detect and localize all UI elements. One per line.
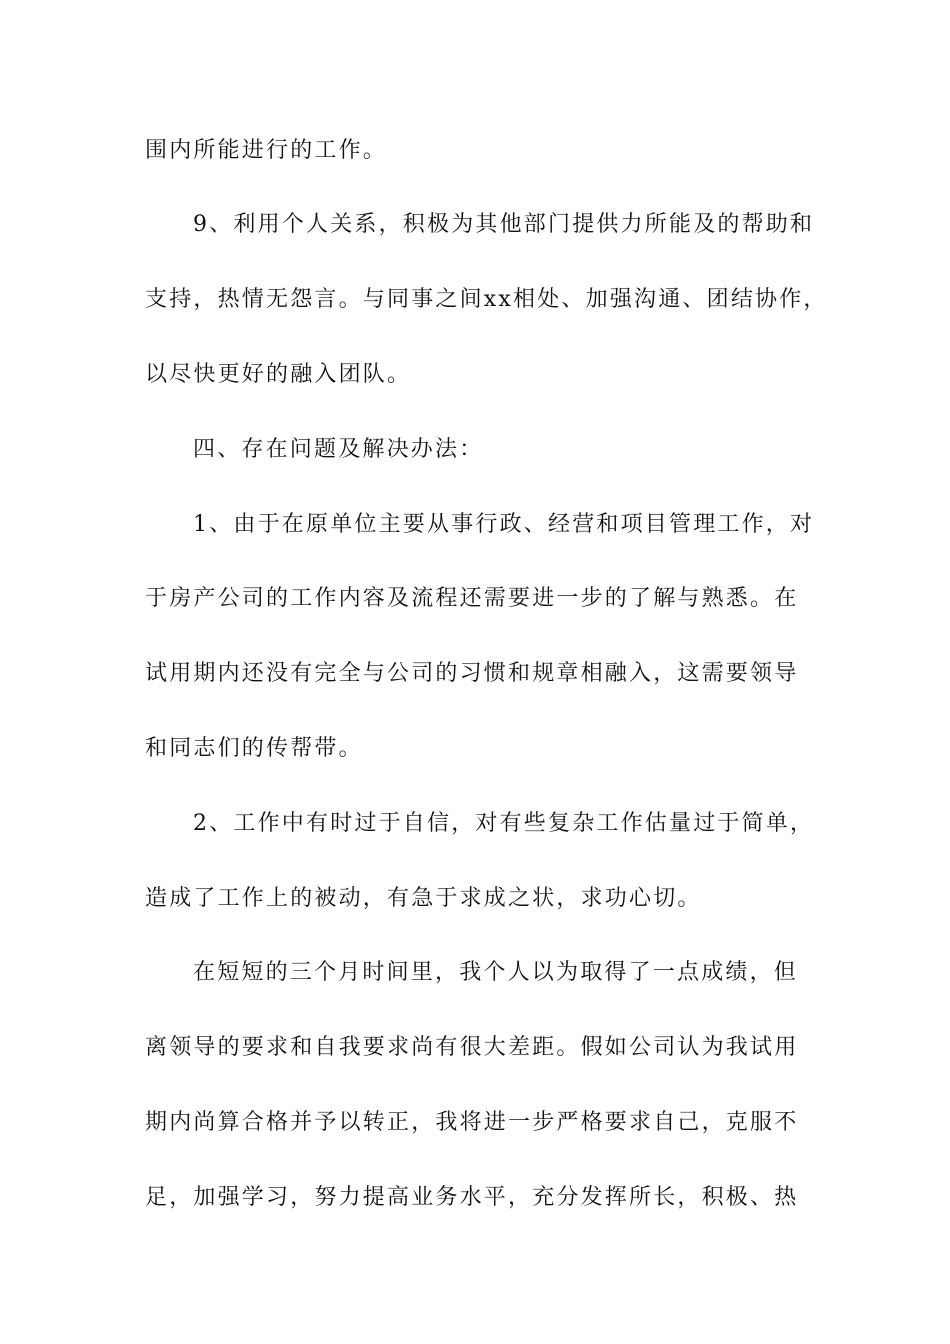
text-line-9: 和同志们的传帮带。	[145, 736, 363, 761]
text-line-6: 1、由于在原单位主要从事行政、经营和项目管理工作，对	[193, 512, 815, 537]
text-line-3: 支持，热情无怨言。与同事之间xx相处、加强沟通、团结协作，	[145, 287, 828, 312]
text-line-15: 足，加强学习，努力提高业务水平，充分发挥所长，积极、热	[145, 1185, 799, 1210]
text-line-10: 2、工作中有时过于自信，对有些复杂工作估量过于简单，	[193, 811, 815, 836]
text-line-4: 以尽快更好的融入团队。	[145, 362, 412, 387]
text-line-14: 期内尚算合格并予以转正，我将进一步严格要求自己，克服不	[145, 1110, 799, 1135]
text-line-12: 在短短的三个月时间里，我个人以为取得了一点成绩，但	[193, 960, 799, 985]
text-line-2: 9、利用个人关系，积极为其他部门提供力所能及的帮助和	[193, 212, 815, 237]
text-line-8: 试用期内还没有完全与公司的习惯和规章相融入，这需要领导	[145, 661, 799, 686]
section-heading: 四、存在问题及解决办法：	[193, 437, 484, 462]
text-line-1: 围内所能进行的工作。	[145, 138, 388, 163]
text-line-7: 于房产公司的工作内容及流程还需要进一步的了解与熟悉。在	[145, 586, 799, 611]
text-line-13: 离领导的要求和自我要求尚有很大差距。假如公司认为我试用	[145, 1035, 799, 1060]
text-line-11: 造成了工作上的被动，有急于求成之状，求功心切。	[145, 886, 702, 911]
